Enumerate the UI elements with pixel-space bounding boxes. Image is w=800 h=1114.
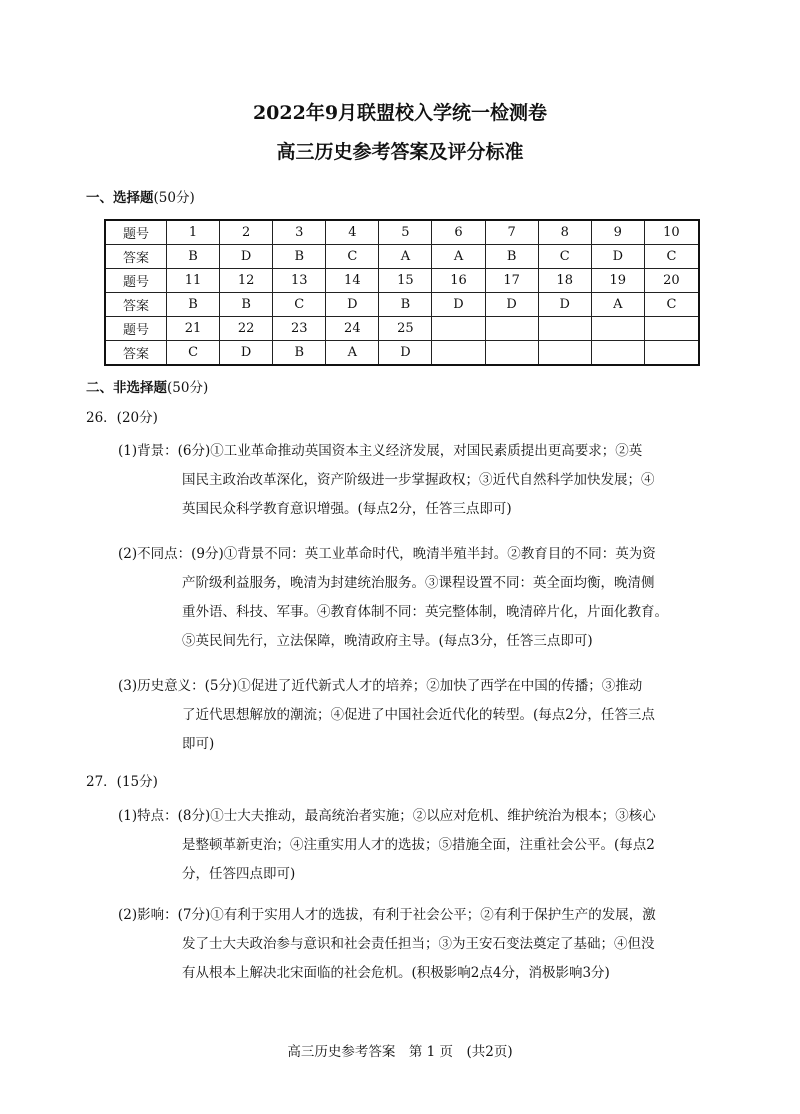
- table-cell: B: [273, 341, 326, 366]
- table-cell: B: [379, 293, 432, 317]
- table-cell: 4: [326, 220, 379, 245]
- table-cell: C: [326, 245, 379, 269]
- table-cell: 24: [326, 317, 379, 341]
- table-cell: 15: [379, 269, 432, 293]
- table-cell: B: [167, 293, 220, 317]
- row-label: 答案: [105, 245, 167, 269]
- table-cell: A: [379, 245, 432, 269]
- table-cell: 1: [167, 220, 220, 245]
- table-cell: D: [326, 293, 379, 317]
- text-line: 国民主政治改革深化，资产阶级进一步掌握政权；③近代自然科学加快发展；④: [182, 472, 655, 488]
- table-cell: 16: [432, 269, 485, 293]
- section-heading-nonchoice: [86, 378, 208, 398]
- q27-part1: [118, 802, 714, 889]
- text-line: 发了士大夫政治参与意识和社会责任担当；③为王安石变法奠定了基础；④但没: [182, 936, 655, 952]
- table-cell: A: [591, 293, 644, 317]
- table-cell: B: [167, 245, 220, 269]
- table-row: [105, 317, 699, 341]
- table-cell: C: [538, 245, 591, 269]
- table-cell: [644, 341, 699, 366]
- q26-part2: [118, 540, 714, 656]
- table-cell: C: [644, 293, 699, 317]
- row-label: 答案: [105, 341, 167, 366]
- text-line: 分，任答四点即可): [182, 866, 296, 882]
- section-heading-choice: [86, 188, 195, 208]
- text-line: ⑤英民间先行，立法保障，晚清政府主导。(每点3分，任答三点即可): [182, 633, 593, 649]
- table-cell: C: [644, 245, 699, 269]
- table-cell: [591, 317, 644, 341]
- text-line: (1)特点：(8分)①士大夫推动，最高统治者实施；②以应对危机、维护统治为根本；③核心: [118, 808, 656, 824]
- table-row: [105, 245, 699, 269]
- text-line: 产阶级利益服务，晚清为封建统治服务。③课程设置不同：英全面均衡，晚清侧: [182, 575, 655, 591]
- text-line: 有从根本上解决北宋面临的社会危机。(积极影响2点4分，消极影响3分): [182, 965, 610, 981]
- text-line: 即可): [182, 736, 215, 752]
- table-cell: [538, 341, 591, 366]
- text-line: (1)背景：(6分)①工业革命推动英国资本主义经济发展，对国民素质提出更高要求；②英: [118, 443, 643, 459]
- page-footer: 高三历史参考答案 第 1 页 (共2页): [287, 1044, 513, 1060]
- section-points: (50分): [167, 380, 209, 396]
- text-line: 了近代思想解放的潮流；④促进了中国社会近代化的转型。(每点2分，任答三点: [182, 707, 655, 723]
- text-line: 英国民众科学教育意识增强。(每点2分，任答三点即可): [182, 501, 512, 517]
- table-cell: [485, 341, 538, 366]
- text-line: (2)影响：(7分)①有利于实用人才的选拔，有利于社会公平；②有利于保护生产的发展，激: [118, 907, 656, 923]
- table-cell: [591, 341, 644, 366]
- row-label: 题号: [105, 220, 167, 245]
- table-cell: [644, 317, 699, 341]
- table-cell: 18: [538, 269, 591, 293]
- table-cell: [432, 317, 485, 341]
- table-cell: 14: [326, 269, 379, 293]
- table-cell: 21: [167, 317, 220, 341]
- table-cell: 19: [591, 269, 644, 293]
- table-cell: [485, 317, 538, 341]
- table-cell: [432, 341, 485, 366]
- table-cell: D: [432, 293, 485, 317]
- text-line: (2)不同点：(9分)①背景不同：英工业革命时代，晚清半殖半封。②教育目的不同：英为资: [118, 546, 656, 562]
- table-cell: 11: [167, 269, 220, 293]
- table-cell: 2: [220, 220, 273, 245]
- q27-part2: [118, 901, 714, 988]
- table-cell: 7: [485, 220, 538, 245]
- text-line: (3)历史意义：(5分)①促进了近代新式人才的培养；②加快了西学在中国的传播；③推动: [118, 678, 643, 694]
- table-cell: 22: [220, 317, 273, 341]
- section-heading-text: 二、非选择题: [86, 380, 167, 396]
- section-heading-text: 一、选择题: [86, 190, 154, 206]
- table-cell: 12: [220, 269, 273, 293]
- table-cell: B: [220, 293, 273, 317]
- row-label: 题号: [105, 269, 167, 293]
- table-cell: D: [591, 245, 644, 269]
- q26-part1: [118, 437, 714, 524]
- table-cell: C: [273, 293, 326, 317]
- table-cell: 5: [379, 220, 432, 245]
- text-line: 是整顿革新吏治；④注重实用人才的选拔；⑤措施全面，注重社会公平。(每点2: [182, 837, 655, 853]
- table-cell: D: [379, 341, 432, 366]
- table-cell: [538, 317, 591, 341]
- table-cell: 3: [273, 220, 326, 245]
- table-row: [105, 341, 699, 366]
- table-cell: A: [432, 245, 485, 269]
- table-cell: 20: [644, 269, 699, 293]
- table-cell: C: [167, 341, 220, 366]
- q26-part3: [118, 672, 714, 759]
- table-cell: 8: [538, 220, 591, 245]
- row-label: 答案: [105, 293, 167, 317]
- section-points: (50分): [153, 190, 195, 206]
- page-title: 2022年9月联盟校入学统一检测卷: [252, 102, 548, 124]
- table-cell: 13: [273, 269, 326, 293]
- table-row: [105, 220, 699, 245]
- table-row: [105, 269, 699, 293]
- question-27-header: 27．(15分): [86, 774, 158, 790]
- table-cell: B: [485, 245, 538, 269]
- table-cell: D: [485, 293, 538, 317]
- table-cell: 10: [644, 220, 699, 245]
- page-subtitle: 高三历史参考答案及评分标准: [276, 141, 524, 163]
- table-cell: A: [326, 341, 379, 366]
- table-cell: 17: [485, 269, 538, 293]
- table-cell: B: [273, 245, 326, 269]
- table-cell: D: [220, 245, 273, 269]
- row-label: 题号: [105, 317, 167, 341]
- table-cell: D: [220, 341, 273, 366]
- table-cell: 23: [273, 317, 326, 341]
- question-26-header: 26．(20分): [86, 410, 158, 426]
- table-cell: 9: [591, 220, 644, 245]
- text-line: 重外语、科技、军事。④教育体制不同：英完整体制，晚清碎片化，片面化教育。: [182, 604, 668, 620]
- table-row: [105, 293, 699, 317]
- table-cell: 6: [432, 220, 485, 245]
- answer-table: [104, 219, 700, 366]
- table-cell: 25: [379, 317, 432, 341]
- table-cell: D: [538, 293, 591, 317]
